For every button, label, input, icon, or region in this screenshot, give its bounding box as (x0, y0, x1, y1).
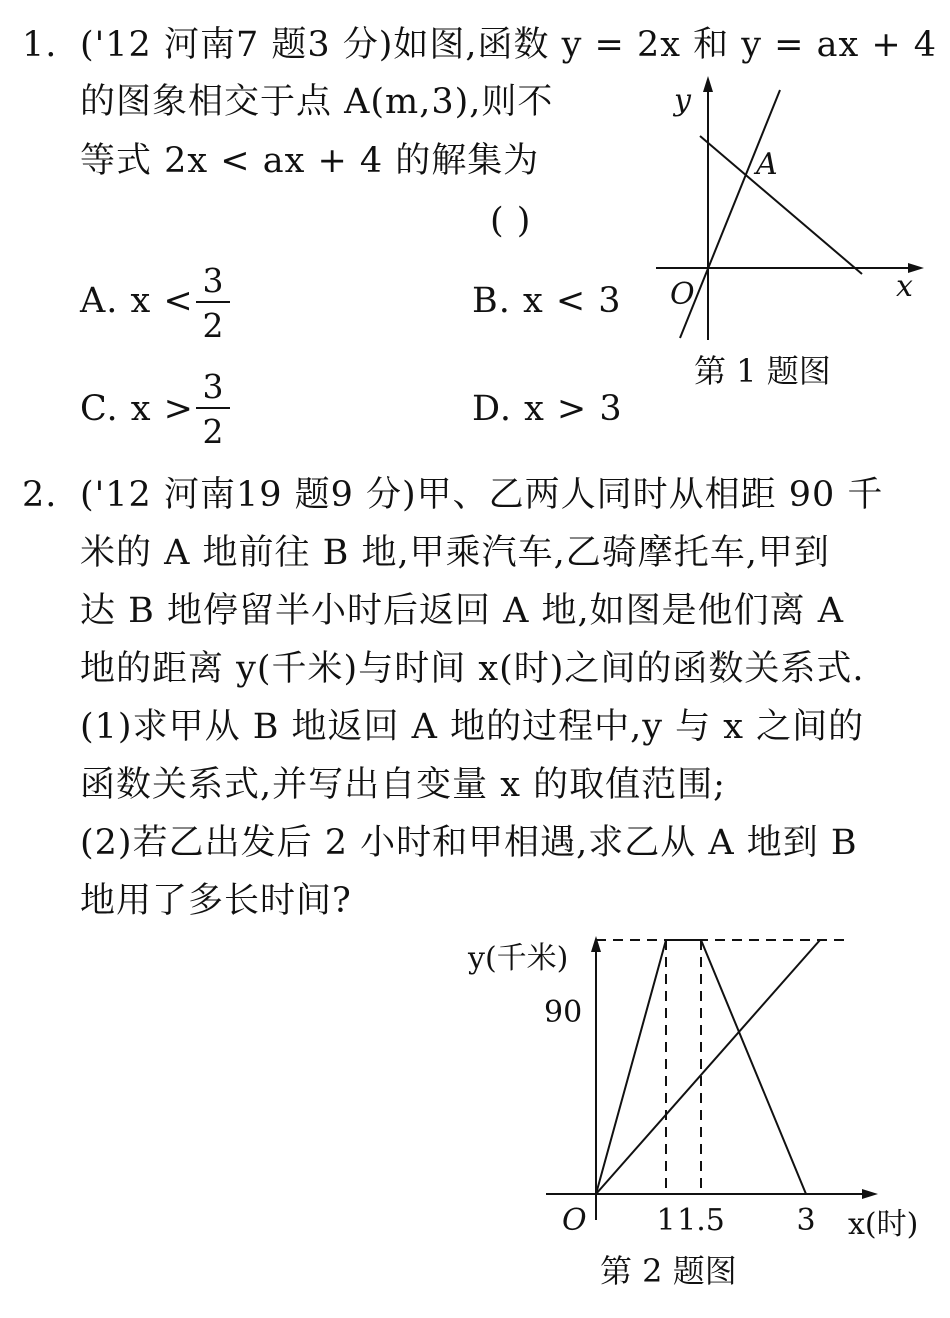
fig1-x-label: x (896, 269, 913, 304)
q1-answer-paren: ( ) (490, 201, 532, 241)
q1-number: 1. (22, 25, 58, 65)
fraction-denominator: 2 (202, 306, 224, 345)
q1-line-2: 的图象相交于点 A(m,3),则不 (80, 82, 554, 122)
fraction-numerator: 3 (202, 261, 224, 300)
line-y-2x (680, 90, 780, 338)
fraction-denominator: 2 (202, 412, 224, 451)
q1-option-c-fraction (196, 367, 230, 451)
y-axis-arrow-icon (703, 76, 713, 92)
q2-line-7: (2)若乙出发后 2 小时和甲相遇,求乙从 A 地到 B (80, 823, 858, 863)
fraction-bar (196, 301, 230, 303)
q1-figure (640, 70, 930, 400)
chart-axes (546, 936, 878, 1220)
q2-number: 2. (22, 475, 58, 515)
fig1-point-a-label: A (756, 147, 778, 182)
chart-series-line-1 (596, 940, 820, 1194)
q1-option-b: B. x < 3 (472, 281, 622, 321)
chart-x-label: x(时) (848, 1207, 919, 1242)
q1-option-d: D. x > 3 (472, 389, 623, 429)
chart-guides (596, 940, 846, 1194)
chart-origin-label: O (562, 1203, 587, 1238)
q2-line-4: 地的距离 y(千米)与时间 x(时)之间的函数关系式. (80, 649, 865, 689)
fig1-origin-label: O (670, 277, 695, 312)
q2-line-6: 函数关系式,并写出自变量 x 的取值范围; (80, 765, 726, 805)
chart-y-label: y(千米) (468, 941, 569, 976)
chart-caption: 第 2 题图 (600, 1252, 737, 1290)
fraction-bar (196, 407, 230, 409)
q2-line-1: ('12 河南19 题9 分)甲、乙两人同时从相距 90 千 (80, 475, 884, 515)
q2-line-5: (1)求甲从 B 地返回 A 地的过程中,y 与 x 之间的 (80, 707, 865, 747)
chart-x-tick-1-5: 1.5 (677, 1203, 725, 1238)
chart-y-axis-arrow-icon (591, 936, 601, 952)
q2-line-2: 米的 A 地前往 B 地,甲乘汽车,乙骑摩托车,甲到 (80, 533, 830, 573)
chart-series (596, 940, 820, 1194)
q2-figure (450, 930, 940, 1300)
line-y-ax-plus-4 (700, 136, 862, 274)
chart-x-axis-arrow-icon (862, 1189, 878, 1199)
chart-y-tick-90: 90 (544, 995, 583, 1030)
chart-x-tick-1: 1 (656, 1203, 676, 1238)
q1-option-a-fraction (196, 261, 230, 345)
q1-option-a: A. x < (80, 281, 194, 321)
q1-line-1: ('12 河南7 题3 分)如图,函数 y = 2x 和 y = ax + 4 (80, 25, 938, 65)
q1-option-c: C. x > (80, 389, 194, 429)
fig1-caption: 第 1 题图 (694, 352, 831, 390)
chart-x-tick-3: 3 (796, 1203, 816, 1238)
fig1-y-label: y (674, 83, 691, 118)
q2-line-3: 达 B 地停留半小时后返回 A 地,如图是他们离 A (80, 591, 845, 631)
fraction-numerator: 3 (202, 367, 224, 406)
q1-line-3: 等式 2x < ax + 4 的解集为 (80, 141, 540, 181)
q2-line-8: 地用了多长时间? (80, 881, 352, 921)
